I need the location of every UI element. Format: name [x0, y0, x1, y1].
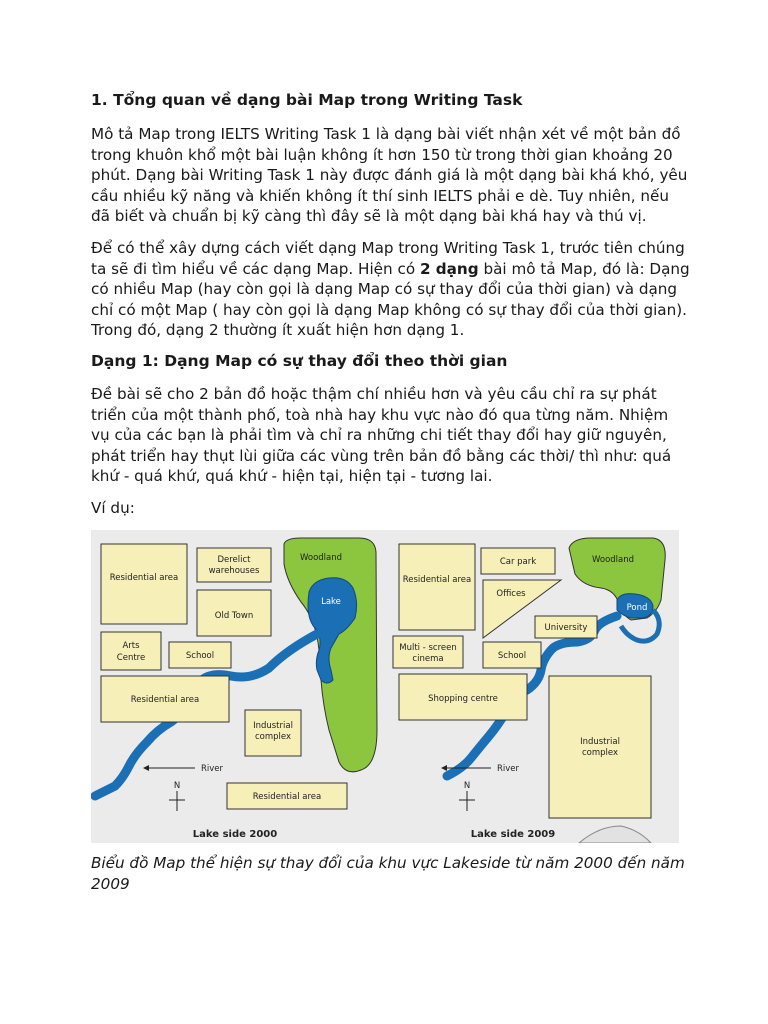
arts-centre-left: [101, 632, 161, 670]
types-text-before: Để có thể xây dựng cách viết dạng Map trong Writing Task 1, trước tiên chúng ta sẽ đi tìm hiểu về các dạng Map. Hiện có: [91, 239, 685, 278]
cinema-label-2: cinema: [412, 654, 444, 664]
woodland-right-label: Woodland: [591, 555, 635, 565]
river-right-label: River: [497, 764, 520, 774]
types-bold: 2 dạng: [419, 259, 479, 278]
river-left-label: River: [201, 764, 224, 774]
north-left-label: N: [173, 781, 181, 791]
intro-paragraph: Mô tả Map trong IELTS Writing Task 1 là dạng bài viết nhận xét về một bản đồ trong khuôn khổ một bài luận không ít hơn 150 từ trong thời gian khoảng 20 phút. Dạng bài Writing Task 1 này được đánh giá là một dạng bài khá khó, yêu cầu nhiều kỹ năng và khiến không ít thí sinh IELTS phải e dè. Tuy nhiên, nếu đã biết và chuẩn bị kỹ càng thì đây sẽ là một dạng bài khá hay và thú vị.: [91, 125, 688, 226]
old-town-label: Old Town: [214, 611, 254, 621]
types-paragraph: [91, 238, 691, 341]
arts-label-2: Centre: [116, 653, 146, 663]
industrial-right: [549, 676, 651, 818]
residential-right-top: [399, 544, 475, 630]
map-right-title: Lake side 2009: [470, 829, 556, 840]
arts-label-1: Arts: [122, 641, 140, 651]
school-left-label: School: [185, 651, 215, 661]
industrial-right-label-1: Industrial: [580, 737, 620, 747]
derelict-label-1: Derelict: [217, 555, 251, 565]
map-left-title: Lake side 2000: [192, 829, 278, 840]
university-label: University: [544, 623, 588, 633]
industrial-right-label-2: complex: [581, 748, 619, 758]
industrial-left-label-2: complex: [254, 732, 292, 742]
lake-label: Lake: [321, 597, 341, 607]
cinema-label-1: Multi - screen: [399, 643, 457, 653]
residential-left-bottom-label: Residential area: [252, 792, 322, 802]
residential-left-top: [101, 544, 187, 624]
example-label: Ví dụ:: [91, 499, 135, 517]
pond-label: Pond: [626, 603, 648, 613]
residential-left-mid-label: Residential area: [130, 695, 200, 705]
section-heading: 1. Tổng quan về dạng bài Map trong Writing Task: [91, 91, 523, 109]
car-park-label: Car park: [499, 557, 537, 567]
north-right-label: N: [463, 781, 471, 791]
subheading: Dạng 1: Dạng Map có sự thay đổi theo thời gian: [91, 352, 508, 370]
residential-right-label-1: Residential area: [402, 575, 472, 585]
school-right-label: School: [497, 651, 527, 661]
types-text-after: bài mô tả Map, đó là: Dạng có nhiều Map (hay còn gọi là dạng Map có sự thay đổi của thời gian) và dạng chỉ có một Map ( hay còn gọi là dạng Map không có sự thay đổi của thời gian). Trong đó, dạng 2 thường ít xuất hiện hơn dạng 1.: [91, 259, 690, 340]
figure-caption: Biểu đồ Map thể hiện sự thay đổi của khu vực Lakeside từ năm 2000 đến năm 2009: [91, 854, 685, 893]
derelict-left: [197, 548, 271, 582]
type1-paragraph: Đề bài sẽ cho 2 bản đồ hoặc thậm chí nhiều hơn và yêu cầu chỉ ra sự phát triển của một thành phố, toà nhà hay khu vực nào đó qua từng năm. Nhiệm vụ của các bạn là phải tìm và chỉ ra những chi tiết thay đổi hay giữ nguyên, phát triển hay thụt lùi giữa các vùng trên bản đồ bằng các thời/ thì như: quá khứ - quá khứ, quá khứ - hiện tại, hiện tại - tương lai.: [91, 385, 672, 486]
derelict-label-2: warehouses: [208, 566, 260, 576]
industrial-left-label-1: Industrial: [253, 721, 293, 731]
woodland-left-label: Woodland: [299, 553, 343, 563]
map-figure: [91, 530, 679, 843]
residential-left-top-label-1: Residential area: [109, 573, 179, 583]
shopping-label: Shopping centre: [428, 694, 498, 704]
offices-label: Offices: [496, 589, 526, 599]
